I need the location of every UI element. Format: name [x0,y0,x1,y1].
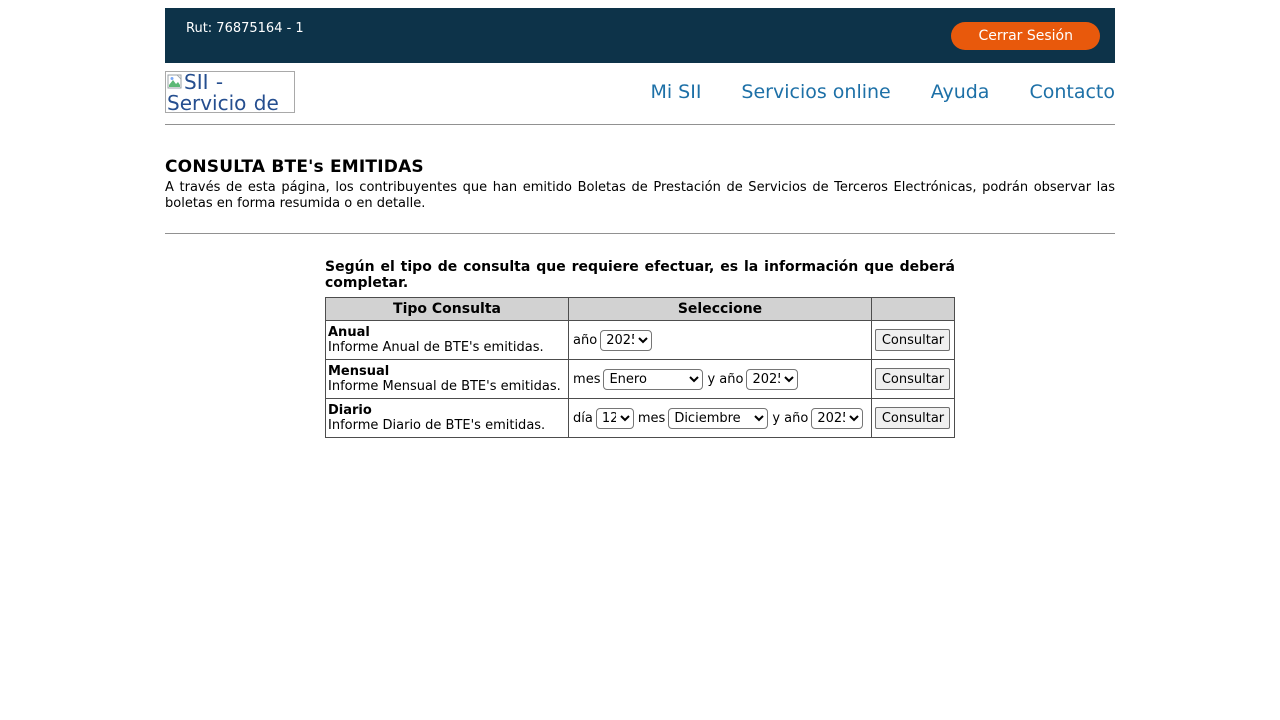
diario-month-select[interactable] [668,408,768,429]
nav-item-servicios-online[interactable]: Servicios online [741,81,891,103]
diario-day-select[interactable] [596,408,634,429]
tipo-description: Informe Diario de BTE's emitidas. [328,418,546,433]
tipo-name: Anual [328,325,370,340]
action-cell-mensual [871,360,954,399]
tipo-name: Mensual [328,364,390,379]
nav-item-contacto[interactable]: Contacto [1029,81,1115,103]
table-row-diario [326,399,955,438]
mensual-month-select[interactable] [603,369,703,390]
tipo-cell-mensual [326,360,569,399]
page-title: CONSULTA BTE's EMITIDAS [165,157,424,177]
mensual-year-select[interactable] [746,369,798,390]
tipo-description: Informe Anual de BTE's emitidas. [328,340,544,355]
sii-logo-link[interactable] [165,71,295,113]
table-row-mensual [326,360,955,399]
anual-year-select[interactable] [600,330,652,351]
page-description: A través de esta página, los contribuyentes que han emitido Boletas de Prestación de Servicios de Terceros Electrónicas, podrán observar las boletas en forma resumida o en detalle. [165,180,1115,211]
select-cell-mensual [569,360,872,399]
content-divider [165,233,1115,234]
logout-button[interactable]: Cerrar Sesión [951,22,1100,50]
main-nav [610,81,1115,103]
header-tipo-consulta: Tipo Consulta [326,298,569,321]
field-label-mes: mes [637,410,666,426]
rut-text: Rut: 76875164 - 1 [186,21,304,36]
field-label-mes: mes [573,371,601,387]
page-container [165,0,1115,438]
action-cell-diario [871,399,954,438]
header-divider [165,124,1115,125]
sii-logo-alt-text: SII - Servicio de [167,71,279,113]
select-cell-diario [569,399,872,438]
select-cell-anual [569,321,872,360]
nav-item-mi-sii[interactable]: Mi SII [650,81,702,103]
diario-year-select[interactable] [811,408,863,429]
header-row [165,71,1115,113]
table-row-anual [326,321,955,360]
top-bar [165,8,1115,63]
header-action [871,298,954,321]
field-label-ano: año [573,332,598,348]
consultar-mensual-button[interactable]: Consultar [875,368,950,390]
instruction-text: Según el tipo de consulta que requiere efectuar, es la información que deberá completar. [325,259,955,291]
nav-item-ayuda[interactable]: Ayuda [930,81,990,103]
tipo-description: Informe Mensual de BTE's emitidas. [328,379,561,394]
action-cell-anual [871,321,954,360]
consulta-table [325,297,955,438]
consultar-diario-button[interactable]: Consultar [875,407,950,429]
field-label-dia: día [573,410,593,426]
header-seleccione: Seleccione [569,298,872,321]
field-label-y-ano: y año [707,371,744,387]
tipo-cell-anual [326,321,569,360]
consultar-anual-button[interactable]: Consultar [875,329,950,351]
field-label-y-ano: y año [772,410,809,426]
broken-image-icon [167,74,183,90]
tipo-cell-diario [326,399,569,438]
tipo-name: Diario [328,403,372,418]
table-header-row [326,298,955,321]
